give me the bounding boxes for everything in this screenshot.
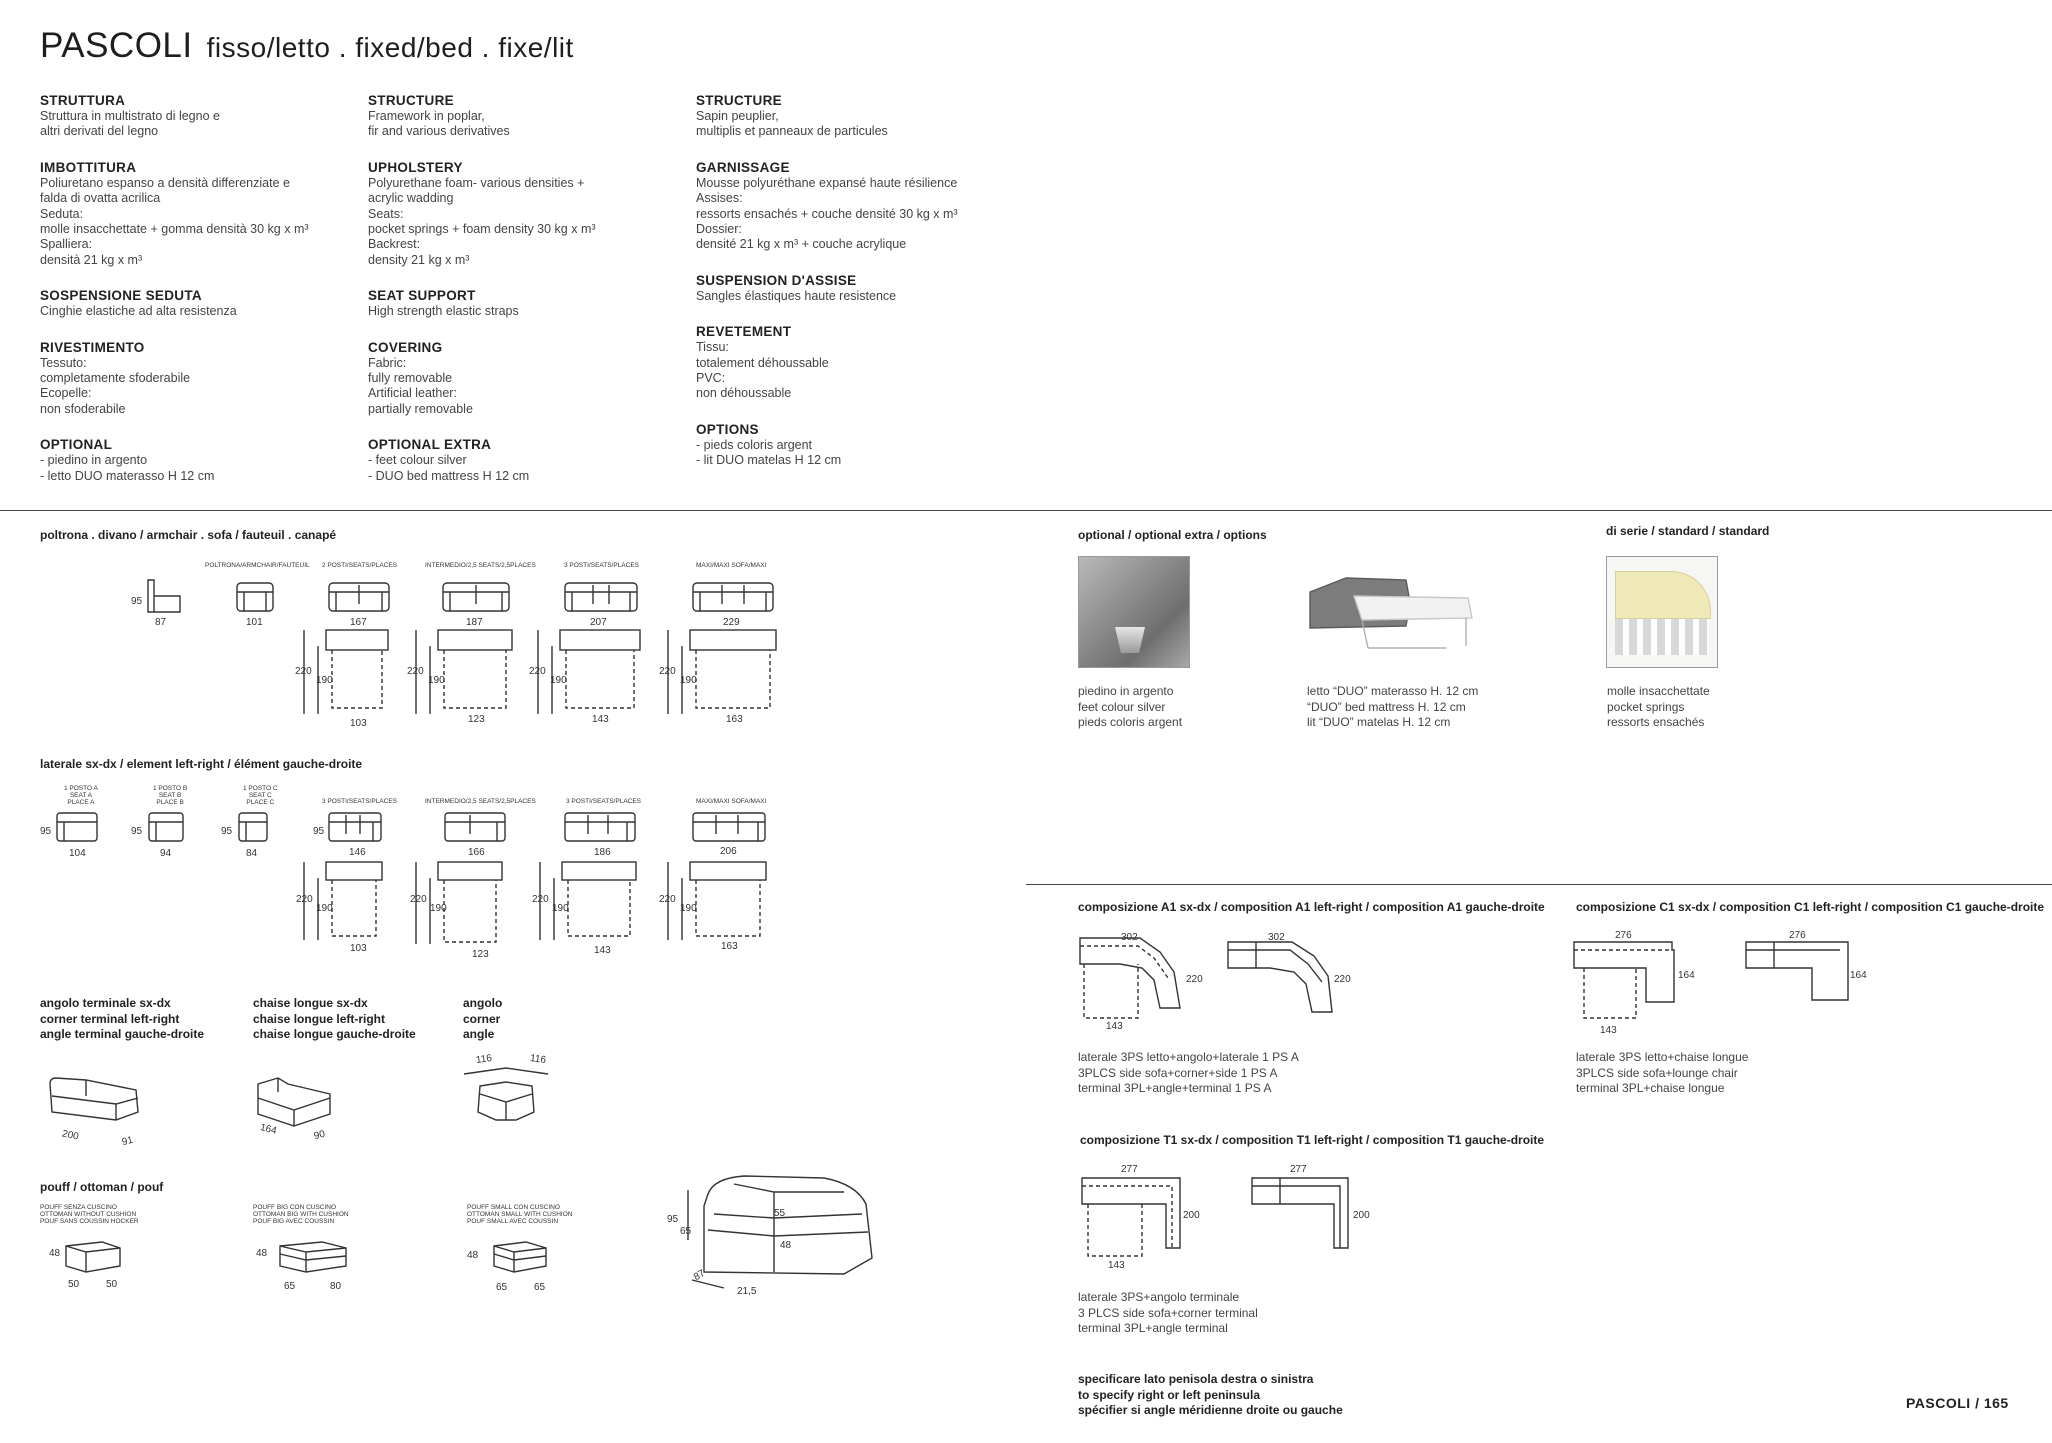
spec-line: pocket springs + foam density 30 kg x m³: [368, 222, 596, 237]
spec-line: Dossier:: [696, 222, 742, 237]
horizontal-rule: [1026, 884, 2052, 885]
spec-line: non déhoussable: [696, 386, 792, 401]
dim-pouf-depth: 65: [534, 1282, 546, 1293]
spec-title: STRUCTURE: [696, 93, 782, 108]
spec-line: falda di ovatta acrilica: [40, 191, 161, 206]
dim-pouf-depth: 50: [106, 1279, 118, 1290]
dim-bed-width: 143: [594, 945, 611, 956]
spec-title: REVETEMENT: [696, 324, 792, 340]
composition-c1-caption: laterale 3PS letto+chaise longue 3PLCS side sofa+lounge chair terminal 3PL+chaise longue: [1576, 1050, 1749, 1095]
dim-a1-depth: 220: [1334, 974, 1351, 985]
spec-line: fir and various derivatives: [368, 124, 510, 139]
spec-line: Tissu:: [696, 340, 729, 355]
spec-block: [40, 92, 360, 140]
dim-bed-width: 103: [350, 718, 367, 729]
dim-angle-depth: 91: [120, 1134, 135, 1149]
dim-height: 95: [131, 826, 143, 837]
spec-block: [368, 287, 688, 319]
spec-title: SUSPENSION D'ASSISE: [696, 272, 857, 288]
spec-block: [40, 287, 360, 319]
dim-height: 95: [40, 826, 52, 837]
silver-feet-photo: [1078, 556, 1190, 668]
bed-plan-163-drawing: [668, 860, 772, 944]
dim-bed-length: 220: [296, 894, 313, 905]
dim-c1-width: 276: [1615, 930, 1632, 941]
dim-c1-bed: 143: [1600, 1025, 1617, 1036]
dim-width-3-seats: 186: [594, 847, 611, 858]
dim-pouf-width: 65: [496, 1282, 508, 1293]
spec-line: acrylic wadding: [368, 191, 454, 206]
composition-a1-sofa-drawing: [1226, 940, 1336, 1016]
element-a-drawing: [56, 812, 98, 844]
composition-a1-caption: laterale 3PS letto+angolo+laterale 1 PS A 3PLCS side sofa+corner+side 1 PS A terminal 3PL+angle+terminal 1 PS A: [1078, 1050, 1299, 1095]
dim-bed-width: 103: [350, 943, 367, 954]
spec-line: Poliuretano espanso a densità differenziate e: [40, 175, 290, 190]
bed-plan-163-drawing: [668, 628, 778, 718]
dim-bed-length: 220: [659, 666, 676, 677]
corner-label: angolo corner angle: [463, 996, 503, 1041]
element-3-seats-drawing: [328, 812, 382, 844]
spec-title: OPTIONAL EXTRA: [368, 437, 492, 453]
dim-height: 95: [221, 826, 233, 837]
pouf-no-cushion-label: POUFF SENZA CUSCINO OTTOMAN WITHOUT CUSHION POUF SANS COUSSIN HOCKER: [40, 1204, 139, 1225]
element-c-drawing: [238, 812, 268, 844]
spec-line: Seats:: [368, 206, 404, 221]
spec-block: [40, 436, 360, 484]
dim-arm-height: 48: [780, 1240, 792, 1251]
dim-armchair-width: 101: [246, 617, 263, 628]
spec-line: Mousse polyuréthane expansé haute résilience: [696, 175, 958, 190]
dim-bed-width: 123: [472, 949, 489, 960]
spec-line: Tessuto:: [40, 355, 87, 370]
pocket-springs-caption: molle insacchettate pocket springs ressorts ensachés: [1607, 684, 1710, 729]
composition-c1-title: composizione C1 sx-dx / composition C1 left-right / composition C1 gauche-droite: [1576, 900, 2045, 914]
dim-element-width: 94: [160, 848, 172, 859]
composition-t1-sofa-drawing: [1250, 1176, 1352, 1250]
sofa-maxi-drawing: [692, 582, 774, 614]
section-heading-sofas: poltrona . divano / armchair . sofa / fauteuil . canapé: [40, 528, 337, 542]
pouf-no-cushion-drawing: [62, 1240, 124, 1276]
element-b-drawing: [148, 812, 184, 844]
dim-total-height: 95: [667, 1214, 679, 1225]
dim-pouf-depth: 80: [330, 1281, 342, 1292]
composition-c1-sofa-drawing: [1744, 940, 1850, 1004]
dim-t1-depth: 200: [1353, 1210, 1370, 1221]
spec-line: Framework in poplar,: [368, 109, 485, 123]
label-element-a: 1 POSTO A SEAT A PLACE A: [64, 785, 98, 806]
dim-a1-width: 302: [1268, 932, 1285, 943]
spec-line: - DUO bed mattress H 12 cm: [368, 468, 530, 483]
spec-line: Ecopelle:: [40, 386, 92, 401]
dim-sofa-depth: 87: [691, 1267, 708, 1284]
pouf-small-drawing: [490, 1240, 550, 1276]
dim-pouf-width: 50: [68, 1279, 80, 1290]
spec-line: Backrest:: [368, 237, 421, 252]
dim-corner-side: 116: [475, 1052, 493, 1067]
dim-c1-depth: 164: [1850, 970, 1867, 981]
dim-chaise-depth: 90: [312, 1128, 327, 1143]
dim-bed-width: 143: [592, 714, 609, 725]
composition-t1-bed-drawing: [1080, 1176, 1186, 1262]
dim-c1-depth: 164: [1678, 970, 1695, 981]
dim-bed-mattress: 190: [680, 675, 697, 686]
dim-bed-mattress: 190: [428, 675, 445, 686]
dim-width-3-seats: 207: [590, 617, 607, 628]
spec-line: densità 21 kg x m³: [40, 252, 143, 267]
spec-line: Spalliera:: [40, 237, 93, 252]
section-heading-optional: optional / optional extra / options: [1078, 528, 1267, 542]
label-maxi: MAXI/MAXI SOFA/MAXI: [696, 562, 767, 569]
dim-c1-width: 276: [1789, 930, 1806, 941]
springs-layer-icon: [1615, 619, 1709, 655]
spec-line: totalement déhoussable: [696, 355, 829, 370]
composition-c1-bed-drawing: [1572, 940, 1676, 1022]
element-2-5-seats-drawing: [444, 812, 506, 844]
spec-title: GARNISSAGE: [696, 159, 790, 175]
spec-column-en: [368, 92, 688, 503]
spec-block: [40, 159, 360, 268]
spec-line: - pieds coloris argent: [696, 437, 813, 452]
spec-line: density 21 kg x m³: [368, 252, 470, 267]
spec-line: - letto DUO materasso H 12 cm: [40, 468, 215, 483]
dim-width-2-5-seats: 187: [466, 617, 483, 628]
angle-terminal-drawing: [46, 1076, 146, 1136]
pouf-big-drawing: [276, 1240, 350, 1276]
spec-line: Struttura in multistrato di legno e: [40, 109, 220, 123]
dim-bed-mattress: 190: [316, 903, 333, 914]
dim-width-2-5-seats: 166: [468, 847, 485, 858]
dim-bed-mattress: 190: [550, 675, 567, 686]
section-heading-standard: di serie / standard / standard: [1606, 524, 1770, 538]
spec-block: [40, 339, 360, 418]
angle-terminal-label: angolo terminale sx-dx corner terminal left-right angle terminal gauche-droite: [40, 996, 205, 1041]
bed-mattress-photo: [1306, 572, 1476, 654]
dim-bed-mattress: 190: [430, 903, 447, 914]
bed-plan-143-drawing: [538, 628, 642, 718]
dim-arm-width: 21,5: [737, 1286, 757, 1297]
spec-line: Cinghie elastiche ad alta resistenza: [40, 304, 237, 319]
element-3-seats-drawing: [564, 812, 636, 844]
spec-block: [696, 159, 1016, 253]
spec-block: [696, 323, 1016, 402]
spec-title: STRUCTURE: [368, 93, 454, 108]
spec-block: [696, 272, 1016, 304]
spec-line: - feet colour silver: [368, 453, 467, 468]
sofa-2-seats-drawing: [328, 582, 390, 614]
dim-bed-mattress: 190: [552, 903, 569, 914]
dim-a1-bed: 143: [1106, 1021, 1123, 1032]
dim-bed-length: 220: [529, 666, 546, 677]
silver-feet-caption: piedino in argento feet colour silver pieds coloris argent: [1078, 684, 1183, 729]
dim-t1-width: 277: [1290, 1164, 1307, 1175]
spec-line: ressorts ensachés + couche densité 30 kg x m³: [696, 206, 958, 221]
dim-pouf-height: 48: [49, 1248, 61, 1259]
spec-line: - lit DUO matelas H 12 cm: [696, 453, 842, 468]
spec-column-fr: [696, 92, 1016, 488]
spec-title: RIVESTIMENTO: [40, 339, 145, 355]
dim-t1-depth: 200: [1183, 1210, 1200, 1221]
element-maxi-drawing: [692, 812, 766, 844]
spec-column-it: [40, 92, 360, 503]
spec-title: IMBOTTITURA: [40, 159, 137, 175]
spec-line: Seduta:: [40, 206, 84, 221]
corner-drawing: [462, 1062, 552, 1132]
spec-line: Fabric:: [368, 355, 407, 370]
dim-angle-length: 200: [61, 1128, 80, 1143]
dim-element-width: 84: [246, 848, 258, 859]
armchair-drawing: [236, 582, 274, 614]
dim-t1-bed: 143: [1108, 1260, 1125, 1271]
label-element-b: 1 POSTO B SEAT B PLACE B: [153, 785, 188, 806]
spec-line: multiplis et panneaux de particules: [696, 124, 888, 139]
dim-pouf-height: 48: [256, 1248, 268, 1259]
spec-block: [368, 339, 688, 418]
duo-bed-caption: letto “DUO” materasso H. 12 cm “DUO” bed mattress H. 12 cm lit “DUO” matelas H. 12 cm: [1307, 684, 1479, 729]
pocket-springs-photo: [1606, 556, 1718, 668]
label-2-5-seats: INTERMEDIO/2,5 SEATS/2,5PLACES: [425, 798, 536, 805]
composition-t1-title: composizione T1 sx-dx / composition T1 left-right / composition T1 gauche-droite: [1080, 1133, 1545, 1147]
dim-bed-length: 220: [410, 894, 427, 905]
spec-line: Polyurethane foam- various densities +: [368, 175, 585, 190]
dim-a1-width: 302: [1121, 932, 1138, 943]
foam-layer-icon: [1615, 571, 1711, 619]
spec-block: [696, 421, 1016, 469]
label-armchair: POLTRONA/ARMCHAIR/FAUTEUIL: [205, 562, 310, 569]
dim-a1-depth: 220: [1186, 974, 1203, 985]
page-title: [40, 26, 574, 66]
composition-t1-caption: laterale 3PS+angolo terminale 3 PLCS side sofa+corner terminal terminal 3PL+angle terminal: [1078, 1290, 1258, 1335]
dim-corner-side: 116: [529, 1052, 547, 1067]
dim-height: 95: [313, 826, 325, 837]
spec-title: COVERING: [368, 339, 443, 355]
dim-width-2-seats: 167: [350, 617, 367, 628]
dim-width-3-seats: 146: [349, 847, 366, 858]
dim-bed-mattress: 190: [316, 675, 333, 686]
label-2-5-seats: INTERMEDIO/2,5 SEATS/2,5PLACES: [425, 562, 536, 569]
spec-block: [696, 92, 1016, 140]
dim-width-maxi: 229: [723, 617, 740, 628]
spec-line: Sapin peuplier,: [696, 109, 779, 123]
spec-line: High strength elastic straps: [368, 304, 519, 319]
spec-line: altri derivati del legno: [40, 124, 159, 139]
spec-block: [368, 92, 688, 140]
dim-bed-mattress: 190: [680, 903, 697, 914]
dim-bed-length: 220: [532, 894, 549, 905]
dim-bed-width: 163: [721, 941, 738, 952]
spec-line: molle insacchettate + gomma densità 30 kg x m³: [40, 222, 309, 237]
peninsula-note: specificare lato penisola destra o sinistra to specify right or left peninsula spécifier si angle méridienne droite ou gauche: [1078, 1372, 1343, 1417]
dim-chaise-length: 164: [258, 1122, 278, 1137]
section-heading-elements: laterale sx-dx / element left-right / élément gauche-droite: [40, 757, 363, 771]
spec-line: partially removable: [368, 401, 473, 416]
label-3-seats: 3 POSTI/SEATS/PLACES: [564, 562, 640, 569]
spec-block: [368, 436, 688, 484]
spec-line: PVC:: [696, 371, 726, 386]
label-3-seats: 3 POSTI/SEATS/PLACES: [566, 798, 642, 805]
pouf-small-label: POUFF SMALL CON CUSCINO OTTOMAN SMALL WITH CUSHION POUF SMALL AVEC COUSSIN: [467, 1204, 573, 1225]
silver-foot-icon: [1115, 627, 1145, 653]
dim-pouf-width: 65: [284, 1281, 296, 1292]
page-subtitle: fisso/letto . fixed/bed . fixe/lit: [206, 32, 574, 63]
spec-line: Assises:: [696, 191, 743, 206]
spec-title: STRUTTURA: [40, 93, 126, 108]
spec-block: [368, 159, 688, 268]
dim-bed-length: 220: [407, 666, 424, 677]
bed-plan-123-drawing: [416, 628, 514, 718]
bed-plan-103-drawing: [304, 860, 390, 944]
spec-line: fully removable: [368, 371, 453, 386]
dim-t1-width: 277: [1121, 1164, 1138, 1175]
chaise-longue-label: chaise longue sx-dx chaise longue left-right chaise longue gauche-droite: [253, 996, 416, 1041]
spec-line: densité 21 kg x m³ + couche acrylique: [696, 237, 907, 252]
dim-bed-length: 220: [659, 894, 676, 905]
dim-bed-length: 220: [295, 666, 312, 677]
dim-element-width: 104: [69, 848, 86, 859]
dim-depth: 87: [155, 617, 167, 628]
bed-plan-103-drawing: [304, 628, 390, 718]
pouf-big-label: POUFF BIG CON CUSCINO OTTOMAN BIG WITH CUSHION POUF BIG AVEC COUSSIN: [253, 1204, 349, 1225]
dim-height: 95: [131, 596, 143, 607]
sofa-2-5-seats-drawing: [442, 582, 510, 614]
composition-a1-title: composizione A1 sx-dx / composition A1 left-right / composition A1 gauche-droite: [1078, 900, 1545, 914]
dim-backrest-height: 65: [680, 1226, 692, 1237]
dim-bed-width: 123: [468, 714, 485, 725]
spec-title: OPTIONS: [696, 421, 759, 437]
dim-width-maxi: 206: [720, 846, 737, 857]
horizontal-rule: [0, 510, 2052, 511]
spec-line: Artificial leather:: [368, 386, 457, 401]
spec-line: - piedino in argento: [40, 453, 148, 468]
dim-pouf-height: 48: [467, 1250, 479, 1261]
sofa-perspective-drawing: [674, 1170, 884, 1290]
label-2-seats: 2 POSTI/SEATS/PLACES: [322, 562, 398, 569]
spec-title: SEAT SUPPORT: [368, 288, 476, 304]
bed-plan-143-drawing: [540, 860, 644, 944]
spec-line: non sfoderabile: [40, 401, 126, 416]
sofa-3-seats-drawing: [564, 582, 638, 614]
spec-title: OPTIONAL: [40, 437, 113, 453]
page-number: PASCOLI / 165: [1906, 1395, 2009, 1411]
label-maxi: MAXI/MAXI SOFA/MAXI: [696, 798, 767, 805]
section-heading-pouf: pouff / ottoman / pouf: [40, 1180, 164, 1194]
spec-title: SOSPENSIONE SEDUTA: [40, 288, 202, 304]
dim-bed-width: 163: [726, 714, 743, 725]
composition-a1-bed-drawing: [1080, 936, 1184, 1024]
spec-line: completamente sfoderabile: [40, 371, 191, 386]
spec-title: UPHOLSTERY: [368, 159, 463, 175]
label-element-c: 1 POSTO C SEAT C PLACE C: [243, 785, 278, 806]
dim-seat-height: 55: [774, 1208, 786, 1219]
side-view-drawing: [146, 578, 186, 616]
model-name: PASCOLI: [40, 26, 193, 65]
label-3-seats: 3 POSTI/SEATS/PLACES: [322, 798, 398, 805]
spec-line: Sangles élastiques haute resistence: [696, 288, 897, 303]
